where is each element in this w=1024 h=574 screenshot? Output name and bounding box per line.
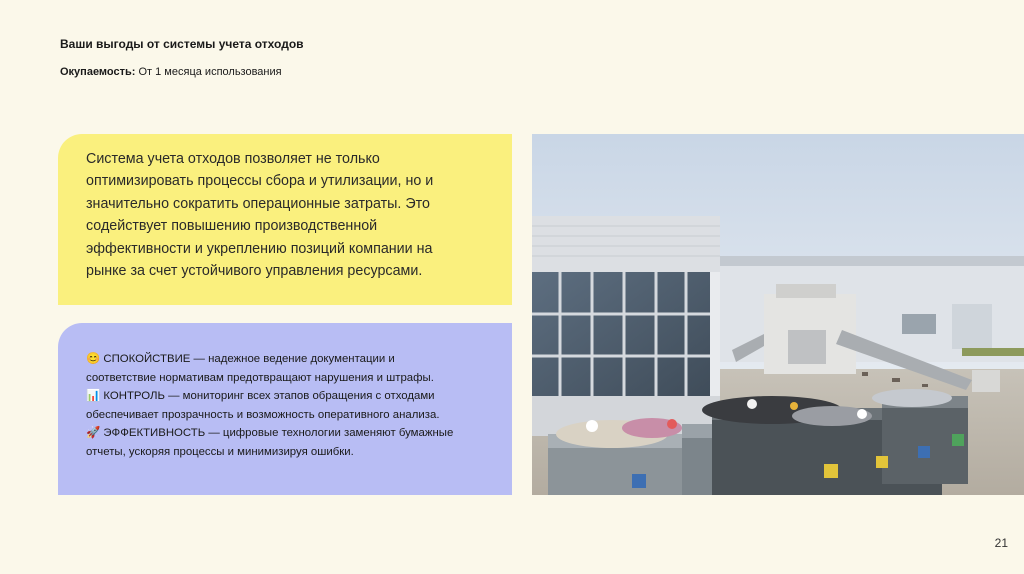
intro-line: рынке за счет устойчивого управления ресурсами. [86,263,423,280]
payback-line [60,66,282,78]
benefit-efficiency: 🚀 ЭФФЕКТИВНОСТЬ — цифровые технологии заменяют бумажные [86,427,454,440]
benefit-control: 📊 КОНТРОЛЬ — мониторинг всех этапов обращения с отходами [86,390,435,403]
facility-photo [532,134,1024,495]
intro-line: оптимизировать процессы сбора и утилизации, но и [86,173,434,190]
intro-line: Система учета отходов позволяет не только [86,151,380,167]
intro-line: значительно сократить операционные затраты. Это [86,195,430,212]
intro-card [58,134,512,305]
payback-value: От 1 месяца использования [138,66,282,78]
slide-title: Ваши выгоды от системы учета отходов [60,37,304,51]
benefit-control-detail: обеспечивает прозрачность и возможность оперативного анализа. [86,408,440,421]
benefit-calm-detail: соответствие нормативам предотвращают нарушения и штрафы. [86,371,434,384]
benefit-efficiency-detail: отчеты, ускоряя процессы и минимизируя ошибки. [86,445,354,458]
page-number: 21 [994,536,1008,550]
benefit-calm: 😊 СПОКОЙСТВИЕ — надежное ведение документации и [86,353,395,365]
intro-line: содействует повышению производственной [86,218,378,235]
benefits-card [58,323,512,495]
intro-line: эффективности и укреплению позиций компании на [86,240,433,257]
payback-label: Окупаемость: [60,66,136,78]
